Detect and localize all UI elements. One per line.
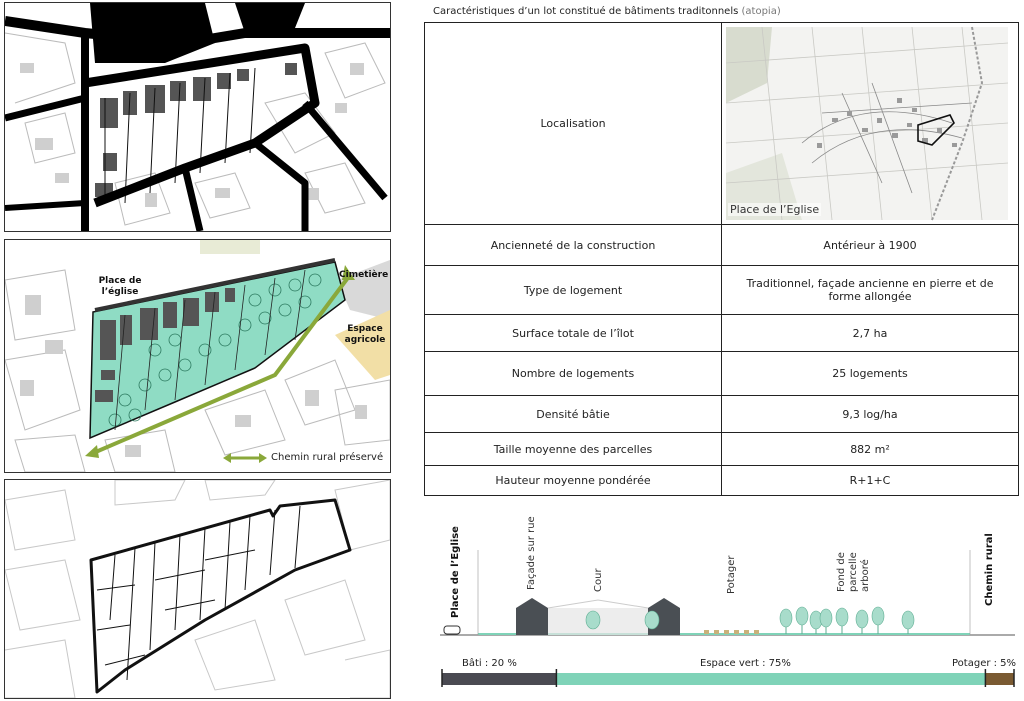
table-row [425, 466, 1019, 496]
table-row [425, 352, 1019, 396]
table-row [425, 433, 1019, 466]
row-label: Localisation [425, 23, 722, 225]
figure-title [433, 6, 781, 17]
map-parcels [4, 479, 391, 699]
bar-label-bati: Bâti : 20 % [462, 658, 517, 669]
row-label: Densité bâtie [425, 396, 722, 433]
cross-section [430, 516, 1020, 650]
row-value: Antérieur à 1900 [722, 225, 1019, 266]
label-place-eglise: Place de l’église [98, 276, 142, 297]
section-label-fond: Fond de parcelle arboré [836, 552, 871, 592]
location-map-cell [722, 23, 1019, 225]
section-label-potager: Potager [726, 555, 737, 594]
block-vegetation-svg [5, 240, 390, 472]
row-label: Type de logement [425, 266, 722, 315]
row-label: Taille moyenne des parcelles [425, 433, 722, 466]
map-block-vegetation [4, 239, 391, 473]
table-row [425, 315, 1019, 352]
bar-label-espace-vert: Espace vert : 75% [700, 658, 791, 669]
bar-label-potager: Potager : 5% [952, 658, 1017, 669]
map-street-network [4, 2, 391, 232]
legend-chemin-rural: Chemin rural préservé [271, 452, 384, 463]
row-label: Nombre de logements [425, 352, 722, 396]
section-label-facade: Façade sur rue [526, 516, 537, 590]
row-label: Surface totale de l’îlot [425, 315, 722, 352]
bar-segment-potager [985, 673, 1014, 685]
proportion-bar [440, 656, 1016, 692]
row-label: Hauteur moyenne pondérée [425, 466, 722, 496]
section-label-chemin: Chemin rural [984, 533, 995, 606]
figure-title-text: Caractéristiques d’un lot constitué de bâtiments traditonnels [433, 6, 739, 17]
row-value: 9,3 log/ha [722, 396, 1019, 433]
location-map [722, 23, 1012, 224]
section-label-cour: Cour [593, 568, 604, 592]
table-row [425, 396, 1019, 433]
label-espace-agricole: Espace agricole [344, 324, 386, 345]
row-value: 25 logements [722, 352, 1019, 396]
row-value: Traditionnel, façade ancienne en pierre et de forme allongée [722, 266, 1019, 315]
table-row [425, 225, 1019, 266]
table-row-localisation [425, 23, 1019, 225]
street-network-svg [5, 3, 390, 231]
section-label-place: Place de l’Eglise [450, 526, 461, 618]
location-map-label: Place de l’Eglise [730, 203, 820, 216]
label-cimetiere: Cimetière [339, 270, 389, 280]
table-row [425, 266, 1019, 315]
parcels-svg [5, 480, 390, 698]
figure-source: (atopia) [741, 6, 781, 17]
row-value: R+1+C [722, 466, 1019, 496]
row-value: 2,7 ha [722, 315, 1019, 352]
bar-segment-espace-vert [556, 673, 985, 685]
bar-segment-bati [442, 673, 556, 685]
row-label: Ancienneté de la construction [425, 225, 722, 266]
characteristics-table [424, 22, 1019, 496]
cross-section-svg [430, 520, 1020, 650]
row-value: 882 m² [722, 433, 1019, 466]
